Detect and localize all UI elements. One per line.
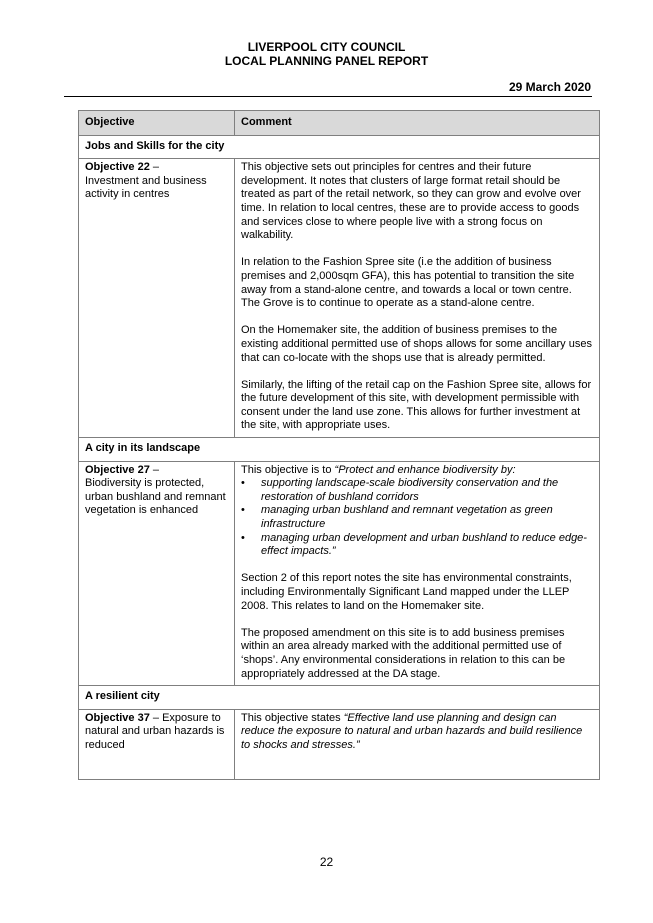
page-number: 22 (319, 855, 334, 869)
table-row (79, 159, 600, 438)
objective-22-dash: – (149, 161, 160, 174)
bullet-icon: • (241, 477, 245, 490)
bullet-icon: • (241, 531, 245, 544)
objective-27-description: Biodiversity is protected, urban bushland and remnant (85, 477, 226, 503)
objective-27-cell (79, 461, 235, 686)
list-item-text: supporting landscape-scale biodiversity conservation and the restoration of bushland corridors (261, 477, 559, 503)
section-jobs-skills: Jobs and Skills for the city (79, 135, 600, 159)
biodiversity-list (241, 477, 593, 559)
intro-quote: “Effective land use planning and design can reduce the exposure to natural and urban hazards and build resilience to shocks and stresses.” (241, 711, 583, 751)
intro-text: This objective is to (241, 463, 335, 476)
section-city-landscape: A city in its landscape (79, 438, 600, 462)
section-row (79, 135, 600, 159)
intro-text: This objective states (241, 711, 344, 724)
report-header (0, 40, 653, 68)
council-name: LIVERPOOL CITY COUNCIL (247, 40, 406, 54)
objective-column-header: Objective (79, 111, 235, 136)
objective-27-dash: – (149, 463, 160, 476)
objective-22-description: Investment and business activity in centres (85, 174, 207, 201)
objective-22-title: Objective 22 (85, 161, 150, 174)
objectives-table (78, 110, 600, 780)
objective-37-description: Exposure to natural and urban hazards is reduced (85, 711, 225, 751)
comment-paragraph: Similarly, the lifting of the retail cap on the Fashion Spree site, allows for the future development of this site, with development permissible with consent under the land use zone. This allows for further investment at the site, with appropriate uses. (241, 378, 592, 432)
objective-27-title: Objective 27 (85, 463, 150, 476)
comment-paragraph: This objective sets out principles for centres and their future development. It notes that clusters of large format retail should be treated as part of the retail network, so they can grow and evolve over time. In relation to local centres, these are to provide access to goods and services close to where people live with a strong focus on walkability. (241, 161, 581, 242)
section-row (79, 438, 600, 462)
list-item (241, 532, 593, 559)
report-date: 29 March 2020 (508, 80, 591, 94)
comment-column-header: Comment (235, 111, 600, 136)
objective-37-dash: – (149, 711, 163, 724)
comment-paragraph: In relation to the Fashion Spree site (i.e the addition of business premises and 2,000sqm GFA), this has potential to transition the site away from a stand-alone centre, and towards a local or town centre. The Grove is to continue to operate as a stand-alone centre. (241, 256, 575, 310)
comment-intro (241, 464, 593, 478)
objective-22-cell (79, 159, 235, 438)
section-resilient-city: A resilient city (79, 686, 600, 710)
report-title: LOCAL PLANNING PANEL REPORT (224, 54, 429, 68)
table-header-row (79, 111, 600, 136)
comment-paragraph: The proposed amendment on this site is to add business premises within an area already marked with the additional permitted use of ‘shops’. Any environmental considerations in relation to this can be appropriately addressed at the DA stage. (241, 626, 566, 680)
table-row (79, 461, 600, 686)
list-item-text: managing urban development and urban bushland to reduce edge-effect impacts.” (261, 531, 587, 558)
table-row (79, 709, 600, 779)
section-row (79, 686, 600, 710)
comment-paragraph: On the Homemaker site, the addition of business premises to the existing additional permitted use of shops allows for some ancillary uses that can co-locate with the shops use that is already permitted. (241, 324, 592, 364)
objective-37-comment (235, 709, 600, 779)
objective-22-comment (235, 159, 600, 438)
objective-37-cell (79, 709, 235, 779)
list-item (241, 504, 593, 531)
comment-paragraph: Section 2 of this report notes the site has environmental constraints, including Environmentally Significant Land mapped under the LLEP 2008. This relates to land on the Homemaker site. (241, 572, 572, 612)
list-item (241, 477, 593, 504)
intro-quote: “Protect and enhance biodiversity by: (334, 463, 516, 476)
objective-27-comment (235, 461, 600, 686)
objective-37-title: Objective 37 (85, 711, 150, 724)
objective-27-description-cont: vegetation is enhanced (85, 504, 199, 517)
header-divider (64, 96, 592, 97)
bullet-icon: • (241, 504, 245, 517)
list-item-text: managing urban bushland and remnant vegetation as green infrastructure (261, 504, 553, 531)
